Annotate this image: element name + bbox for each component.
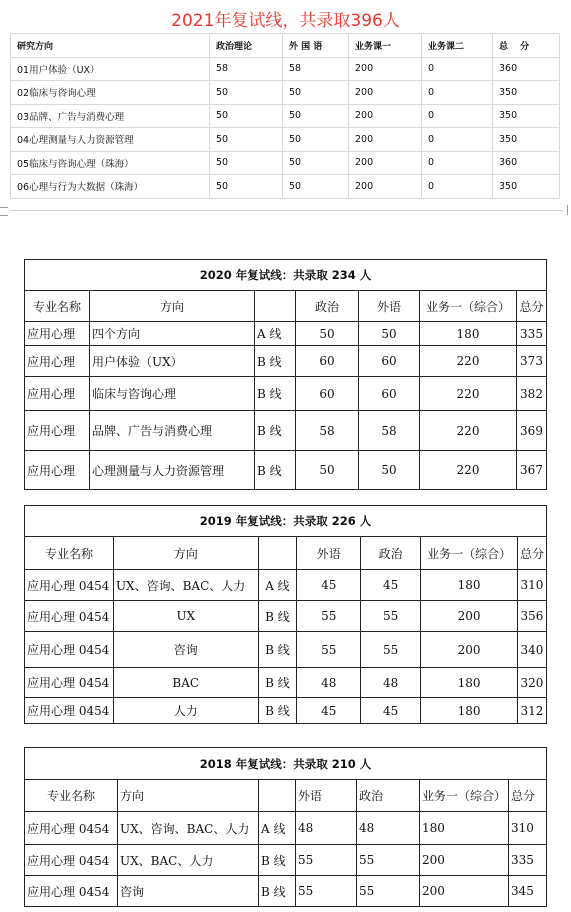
cell: 临床与咨询心理 <box>90 377 255 411</box>
cell: 58 <box>283 57 349 81</box>
cell: 50 <box>359 451 420 490</box>
cell: 50 <box>359 322 420 346</box>
cell: B 线 <box>255 346 296 377</box>
cell: 369 <box>517 411 547 451</box>
section-divider <box>0 209 571 213</box>
cell: 05临床与咨询心理（珠海） <box>11 151 210 175</box>
cell: 320 <box>517 668 546 698</box>
table-row <box>11 81 560 105</box>
table-row <box>25 876 547 907</box>
title-2021: 2021年复试线，共录取396人 <box>171 11 400 31</box>
col-header: 专业名称 <box>25 537 114 570</box>
cell: 心理测量与人力资源管理 <box>90 451 255 490</box>
cell: 382 <box>517 377 547 411</box>
cell: B 线 <box>258 632 297 668</box>
col-header: 外 国 语 <box>283 34 349 58</box>
cell: 200 <box>349 81 422 105</box>
divider-line <box>10 210 563 211</box>
cell: 220 <box>420 451 517 490</box>
cell: 60 <box>296 377 359 411</box>
cell: 50 <box>283 104 349 128</box>
cell: UX <box>113 601 258 632</box>
cell: A 线 <box>258 570 297 601</box>
caption-row <box>25 506 547 537</box>
cell: 55 <box>297 601 361 632</box>
table-row <box>25 322 547 346</box>
cell: B 线 <box>258 601 297 632</box>
header-row-2018 <box>25 780 547 812</box>
header-row-2019 <box>25 537 547 570</box>
cell: B 线 <box>255 377 296 411</box>
table-2018 <box>24 747 547 907</box>
cell: 48 <box>297 668 361 698</box>
col-header: 外语 <box>297 537 361 570</box>
cell: 0 <box>422 175 493 199</box>
cell: 用户体验（UX） <box>90 346 255 377</box>
cell: 200 <box>420 876 509 907</box>
table-row <box>25 601 547 632</box>
cell: 应用心理 <box>25 346 90 377</box>
cell: B 线 <box>258 668 297 698</box>
cell: 04心理测量与人力资源管理 <box>11 128 210 152</box>
cell: 48 <box>296 812 357 845</box>
cell: B 线 <box>258 698 297 724</box>
cell: 200 <box>349 57 422 81</box>
col-header: 总分 <box>517 291 547 322</box>
cell: 应用心理 0454 <box>25 845 118 876</box>
cell: 06心理与行为大数据（珠海） <box>11 175 210 199</box>
cell: 58 <box>359 411 420 451</box>
cell: 50 <box>210 151 283 175</box>
cell: UX、BAC、人力 <box>118 845 259 876</box>
table-row <box>11 104 560 128</box>
cell: 200 <box>349 104 422 128</box>
caption-row <box>25 748 547 780</box>
cell: 48 <box>357 812 420 845</box>
col-header: 业务一（综合） <box>421 537 518 570</box>
col-header: 总 分 <box>493 34 560 58</box>
table-row <box>25 451 547 490</box>
cell: 55 <box>361 632 421 668</box>
caption-row <box>25 260 547 291</box>
col-header: 总分 <box>517 537 546 570</box>
cell: 335 <box>517 322 547 346</box>
cell: 200 <box>349 128 422 152</box>
cell: 373 <box>517 346 547 377</box>
cell: 50 <box>210 175 283 199</box>
table-row <box>25 411 547 451</box>
table-row <box>25 845 547 876</box>
cell: 335 <box>509 845 547 876</box>
cell: 200 <box>420 845 509 876</box>
cell: 220 <box>420 411 517 451</box>
cell: 200 <box>349 151 422 175</box>
cell: 应用心理 <box>25 377 90 411</box>
col-header: 政治理论 <box>210 34 283 58</box>
cell: 50 <box>296 322 359 346</box>
cell: 0 <box>422 81 493 105</box>
cell: 应用心理 0454 <box>25 570 114 601</box>
cell: 50 <box>296 451 359 490</box>
table-2021 <box>10 33 560 199</box>
cell: 180 <box>421 570 518 601</box>
cell: 60 <box>359 346 420 377</box>
cell: 01用户体验（UX） <box>11 57 210 81</box>
table-row <box>25 632 547 668</box>
cell: 咨询 <box>113 632 258 668</box>
table-row <box>25 570 547 601</box>
cell: 55 <box>296 876 357 907</box>
cell: 312 <box>517 698 546 724</box>
cell: 0 <box>422 104 493 128</box>
table-2019 <box>24 505 547 724</box>
cell: 50 <box>283 175 349 199</box>
cell: 应用心理 <box>25 411 90 451</box>
cell: 345 <box>509 876 547 907</box>
cell: 55 <box>297 632 361 668</box>
cell: 220 <box>420 346 517 377</box>
cell: 四个方向 <box>90 322 255 346</box>
col-header <box>258 537 297 570</box>
title-2018: 2018 年复试线：共录取 210 人 <box>25 748 547 780</box>
col-header <box>259 780 296 812</box>
cell: B 线 <box>255 451 296 490</box>
cell: UX、咨询、BAC、人力 <box>113 570 258 601</box>
cell: A 线 <box>255 322 296 346</box>
table-row <box>25 377 547 411</box>
cell: B 线 <box>259 876 296 907</box>
cell: 360 <box>493 57 560 81</box>
cell: 人力 <box>113 698 258 724</box>
cell: 应用心理 0454 <box>25 632 114 668</box>
table-row <box>25 698 547 724</box>
col-header: 业务一（综合） <box>420 780 509 812</box>
cell: 应用心理 <box>25 322 90 346</box>
table-row <box>11 128 560 152</box>
cell: 02临床与咨询心理 <box>11 81 210 105</box>
col-header: 方向 <box>118 780 259 812</box>
cell: 50 <box>210 81 283 105</box>
cell: 50 <box>283 151 349 175</box>
cell: 45 <box>361 698 421 724</box>
resize-handle-icon[interactable] <box>567 205 568 215</box>
col-header: 业务课二 <box>422 34 493 58</box>
table-row <box>25 668 547 698</box>
col-header: 方向 <box>113 537 258 570</box>
cell: 350 <box>493 104 560 128</box>
table-row <box>11 57 560 81</box>
cell: 55 <box>361 601 421 632</box>
cell: 350 <box>493 175 560 199</box>
resize-handle-icon[interactable] <box>0 207 8 216</box>
col-header: 外语 <box>296 780 357 812</box>
cell: 200 <box>421 632 518 668</box>
cell: 180 <box>421 668 518 698</box>
cell: 45 <box>297 698 361 724</box>
col-header: 研究方向 <box>11 34 210 58</box>
cell: 应用心理 0454 <box>25 698 114 724</box>
cell: 180 <box>420 812 509 845</box>
cell: 50 <box>210 128 283 152</box>
cell: UX、咨询、BAC、人力 <box>118 812 259 845</box>
cell: 应用心理 0454 <box>25 812 118 845</box>
table-row <box>25 346 547 377</box>
cell: 50 <box>283 81 349 105</box>
cell: 0 <box>422 151 493 175</box>
cell: 应用心理 0454 <box>25 601 114 632</box>
cell: 03品牌、广告与消费心理 <box>11 104 210 128</box>
cell: BAC <box>113 668 258 698</box>
col-header: 业务课一 <box>349 34 422 58</box>
col-header: 业务一（综合） <box>420 291 517 322</box>
cell: 60 <box>296 346 359 377</box>
cell: 品牌、广告与消费心理 <box>90 411 255 451</box>
cell: 350 <box>493 128 560 152</box>
table-row <box>11 175 560 199</box>
cell: A 线 <box>259 812 296 845</box>
cell: 200 <box>421 601 518 632</box>
cell: 0 <box>422 128 493 152</box>
cell: 350 <box>493 81 560 105</box>
col-header <box>255 291 296 322</box>
table-row <box>11 151 560 175</box>
col-header: 方向 <box>90 291 255 322</box>
col-header: 外语 <box>359 291 420 322</box>
col-header: 总分 <box>509 780 547 812</box>
title-2019: 2019 年复试线：共录取 226 人 <box>25 506 547 537</box>
cell: 应用心理 0454 <box>25 876 118 907</box>
cell: 310 <box>509 812 547 845</box>
cell: 58 <box>296 411 359 451</box>
cell: 60 <box>359 377 420 411</box>
col-header: 政治 <box>357 780 420 812</box>
cell: 50 <box>210 104 283 128</box>
title-2020: 2020 年复试线：共录取 234 人 <box>25 260 547 291</box>
cell: 45 <box>361 570 421 601</box>
cell: 0 <box>422 57 493 81</box>
col-header: 专业名称 <box>25 780 118 812</box>
cell: 340 <box>517 632 546 668</box>
table-2020 <box>24 259 547 490</box>
cell: 应用心理 <box>25 451 90 490</box>
cell: 55 <box>357 876 420 907</box>
cell: 360 <box>493 151 560 175</box>
cell: 咨询 <box>118 876 259 907</box>
header-row-2020 <box>25 291 547 322</box>
cell: 200 <box>349 175 422 199</box>
cell: 310 <box>517 570 546 601</box>
cell: 180 <box>420 322 517 346</box>
cell: 356 <box>517 601 546 632</box>
cell: B 线 <box>259 845 296 876</box>
cell: 55 <box>296 845 357 876</box>
cell: B 线 <box>255 411 296 451</box>
col-header: 政治 <box>361 537 421 570</box>
cell: 180 <box>421 698 518 724</box>
col-header: 政治 <box>296 291 359 322</box>
cell: 58 <box>210 57 283 81</box>
cell: 应用心理 0454 <box>25 668 114 698</box>
cell: 55 <box>357 845 420 876</box>
cell: 45 <box>297 570 361 601</box>
cell: 220 <box>420 377 517 411</box>
col-header: 专业名称 <box>25 291 90 322</box>
cell: 367 <box>517 451 547 490</box>
cell: 48 <box>361 668 421 698</box>
table-row <box>25 812 547 845</box>
cell: 50 <box>283 128 349 152</box>
header-row-2021 <box>11 34 560 58</box>
